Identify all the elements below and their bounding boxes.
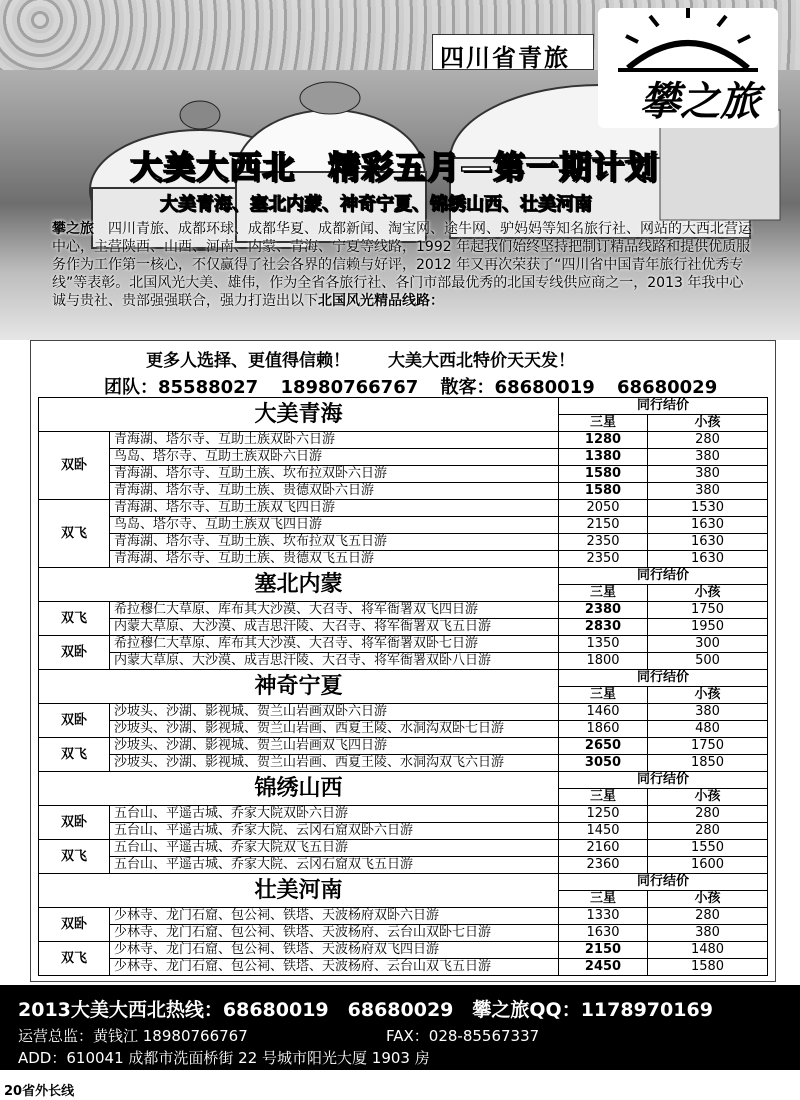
adult-price: 2050 <box>559 500 648 517</box>
table-row <box>39 653 768 670</box>
col-adult: 三星 <box>559 891 648 908</box>
route-name: 鸟岛、塔尔寺、互助土族双卧六日游 <box>110 449 559 466</box>
route-name: 青海湖、塔尔寺、互助土族、坎布拉双卧六日游 <box>110 466 559 483</box>
group-label: 双卧 <box>39 432 110 500</box>
table-row <box>39 517 768 534</box>
team-phone-2: 18980766767 <box>280 377 419 398</box>
table-row <box>39 432 768 449</box>
table-row <box>39 840 768 857</box>
adult-price: 2150 <box>559 517 648 534</box>
child-price: 1600 <box>648 857 768 874</box>
route-name: 鸟岛、塔尔寺、互助土族双飞四日游 <box>110 517 559 534</box>
child-price: 1580 <box>648 959 768 976</box>
group-label: 双卧 <box>39 806 110 840</box>
group-label: 双卧 <box>39 636 110 670</box>
adult-price: 2360 <box>559 857 648 874</box>
route-name: 少林寺、龙门石窟、包公祠、铁塔、天波杨府、云台山双飞五日游 <box>110 959 559 976</box>
adult-price: 1350 <box>559 636 648 653</box>
price-table <box>38 397 768 976</box>
adult-price: 1630 <box>559 925 648 942</box>
route-name: 沙坡头、沙湖、影视城、贺兰山岩画双卧六日游 <box>110 704 559 721</box>
tagline-left: 更多人选择、更值得信赖！ <box>146 351 350 371</box>
route-name: 五台山、平遥古城、乔家大院双飞五日游 <box>110 840 559 857</box>
table-row <box>39 925 768 942</box>
group-label: 双卧 <box>39 908 110 942</box>
adult-price: 1450 <box>559 823 648 840</box>
child-price: 1850 <box>648 755 768 772</box>
route-name: 沙坡头、沙湖、影视城、贺兰山岩画、西夏王陵、水洞沟双飞六日游 <box>110 755 559 772</box>
fax: FAX：028-85567337 <box>386 1027 540 1045</box>
child-price: 380 <box>648 925 768 942</box>
adult-price: 1380 <box>559 449 648 466</box>
child-price: 380 <box>648 704 768 721</box>
table-row <box>39 636 768 653</box>
tagline <box>146 346 575 371</box>
adult-price: 1460 <box>559 704 648 721</box>
col-child: 小孩 <box>648 687 768 704</box>
table-row <box>39 483 768 500</box>
child-price: 280 <box>648 806 768 823</box>
route-name: 沙坡头、沙湖、影视城、贺兰山岩画、西夏王陵、水洞沟双卧七日游 <box>110 721 559 738</box>
adult-price: 1800 <box>559 653 648 670</box>
child-price: 480 <box>648 721 768 738</box>
child-price: 1630 <box>648 551 768 568</box>
adult-price: 2380 <box>559 602 648 619</box>
child-price: 380 <box>648 466 768 483</box>
col-child: 小孩 <box>648 891 768 908</box>
child-price: 380 <box>648 449 768 466</box>
group-label: 双卧 <box>39 704 110 738</box>
table-row <box>39 466 768 483</box>
adult-price: 1280 <box>559 432 648 449</box>
route-name: 希拉穆仁大草原、库布其大沙漠、大召寺、将军衙署双飞四日游 <box>110 602 559 619</box>
child-price: 280 <box>648 908 768 925</box>
child-price: 1630 <box>648 517 768 534</box>
price-header: 同行结价 <box>559 398 768 415</box>
table-row <box>39 721 768 738</box>
child-price: 1550 <box>648 840 768 857</box>
route-name: 青海湖、塔尔寺、互助土族、贵德双飞五日游 <box>110 551 559 568</box>
group-label: 双飞 <box>39 500 110 568</box>
route-name: 五台山、平遥古城、乔家大院、云冈石窟双卧六日游 <box>110 823 559 840</box>
child-price: 1530 <box>648 500 768 517</box>
headline: 大美大西北 精彩五月—第一期计划 <box>130 148 659 186</box>
adult-price: 2830 <box>559 619 648 636</box>
child-price: 380 <box>648 483 768 500</box>
intro-paragraph <box>52 220 752 310</box>
brand-name: 四川省青旅 <box>440 44 570 72</box>
child-price: 1950 <box>648 619 768 636</box>
table-row <box>39 738 768 755</box>
group-label: 双飞 <box>39 942 110 976</box>
col-adult: 三星 <box>559 789 648 806</box>
subhead: 大美青海、塞北内蒙、神奇宁夏、锦绣山西、壮美河南 <box>160 194 592 215</box>
table-row <box>39 755 768 772</box>
team-phone: 团队：85588027 <box>104 377 259 398</box>
route-name: 沙坡头、沙湖、影视城、贺兰山岩画双飞四日游 <box>110 738 559 755</box>
retail-phone-2: 68680029 <box>617 377 718 398</box>
price-header: 同行结价 <box>559 772 768 789</box>
route-name: 青海湖、塔尔寺、互助土族双飞四日游 <box>110 500 559 517</box>
price-header: 同行结价 <box>559 568 768 585</box>
tagline-right: 大美大西北特价天天发！ <box>388 351 575 371</box>
adult-price: 1580 <box>559 483 648 500</box>
table-row <box>39 704 768 721</box>
table-row <box>39 619 768 636</box>
price-header: 同行结价 <box>559 874 768 891</box>
table-row <box>39 959 768 976</box>
route-name: 五台山、平遥古城、乔家大院双卧六日游 <box>110 806 559 823</box>
region-title: 大美青海 <box>39 398 559 432</box>
route-name: 少林寺、龙门石窟、包公祠、铁塔、天波杨府双飞四日游 <box>110 942 559 959</box>
adult-price: 2650 <box>559 738 648 755</box>
child-price: 1480 <box>648 942 768 959</box>
region-title: 锦绣山西 <box>39 772 559 806</box>
route-name: 青海湖、塔尔寺、互助土族双卧六日游 <box>110 432 559 449</box>
adult-price: 1860 <box>559 721 648 738</box>
table-row <box>39 449 768 466</box>
adult-price: 2350 <box>559 534 648 551</box>
table-row <box>39 500 768 517</box>
child-price: 500 <box>648 653 768 670</box>
col-adult: 三星 <box>559 687 648 704</box>
route-name: 内蒙大草原、大沙漠、成吉思汗陵、大召寺、将军衙署双飞五日游 <box>110 619 559 636</box>
director: 运营总监：黄钱江 18980766767 <box>18 1027 248 1045</box>
region-title: 壮美河南 <box>39 874 559 908</box>
route-name: 青海湖、塔尔寺、互助土族、贵德双卧六日游 <box>110 483 559 500</box>
route-name: 希拉穆仁大草原、库布其大沙漠、大召寺、将军衙署双卧七日游 <box>110 636 559 653</box>
group-label: 双飞 <box>39 738 110 772</box>
table-row <box>39 942 768 959</box>
region-title: 神奇宁夏 <box>39 670 559 704</box>
route-name: 青海湖、塔尔寺、互助土族、坎布拉双飞五日游 <box>110 534 559 551</box>
contact-line <box>104 373 733 399</box>
route-name: 少林寺、龙门石窟、包公祠、铁塔、天波杨府双卧六日游 <box>110 908 559 925</box>
region-title: 塞北内蒙 <box>39 568 559 602</box>
adult-price: 3050 <box>559 755 648 772</box>
adult-price: 1580 <box>559 466 648 483</box>
intro-lead: 攀之旅 <box>52 221 94 237</box>
footer <box>0 985 800 1070</box>
child-price: 280 <box>648 823 768 840</box>
child-price: 300 <box>648 636 768 653</box>
group-label: 双飞 <box>39 840 110 874</box>
header-banner <box>0 0 800 340</box>
table-row <box>39 602 768 619</box>
adult-price: 2150 <box>559 942 648 959</box>
adult-price: 2160 <box>559 840 648 857</box>
retail-phone: 散客：68680019 <box>440 377 595 398</box>
hotline: 2013大美大西北热线：68680019 68680029 攀之旅QQ：1178970169 <box>18 999 713 1021</box>
child-price: 1750 <box>648 602 768 619</box>
adult-price: 2450 <box>559 959 648 976</box>
intro-body: 四川青旅、成都环球、成都华夏、成都新闻、淘宝网、途牛网、驴妈妈等知名旅行社、网站的大西北营运中心，主营陕西、山西、河南、内蒙、青海、宁夏等线路，1992 年起我们始终坚持把制订精品线路和提供优质服务作为工作第一核心，不仅赢得了社会各界的信赖与好评，2012 年又再次荣获了“四川省中国青年旅行社优秀专线”等表彰。北国风光大美、雄伟，作为全省各旅行社、各门市部最优秀的北国专线供应商之一，2013 年我中心诚与贵社、贵部强强联合，强力打造出以下 <box>52 221 752 309</box>
intro-tail: 北国风光精品线路： <box>318 293 444 309</box>
group-label: 双飞 <box>39 602 110 636</box>
table-row <box>39 857 768 874</box>
table-row <box>39 908 768 925</box>
logo-text: 攀之旅 <box>640 78 760 125</box>
table-row <box>39 823 768 840</box>
col-adult: 三星 <box>559 415 648 432</box>
adult-price: 1330 <box>559 908 648 925</box>
sun-icon <box>598 8 778 78</box>
table-row <box>39 534 768 551</box>
col-child: 小孩 <box>648 585 768 602</box>
adult-price: 1250 <box>559 806 648 823</box>
route-name: 内蒙大草原、大沙漠、成吉思汗陵、大召寺、将军衙署双卧八日游 <box>110 653 559 670</box>
child-price: 1750 <box>648 738 768 755</box>
table-row <box>39 551 768 568</box>
col-child: 小孩 <box>648 415 768 432</box>
adult-price: 2350 <box>559 551 648 568</box>
page-label: 20省外长线 <box>4 1084 75 1099</box>
child-price: 280 <box>648 432 768 449</box>
price-header: 同行结价 <box>559 670 768 687</box>
child-price: 1630 <box>648 534 768 551</box>
col-adult: 三星 <box>559 585 648 602</box>
table-row <box>39 806 768 823</box>
col-child: 小孩 <box>648 789 768 806</box>
address: ADD：610041 成都市洗面桥街 22 号城市阳光大厦 1903 房 <box>18 1049 430 1067</box>
route-name: 少林寺、龙门石窟、包公祠、铁塔、天波杨府、云台山双卧七日游 <box>110 925 559 942</box>
route-name: 五台山、平遥古城、乔家大院、云冈石窟双飞五日游 <box>110 857 559 874</box>
